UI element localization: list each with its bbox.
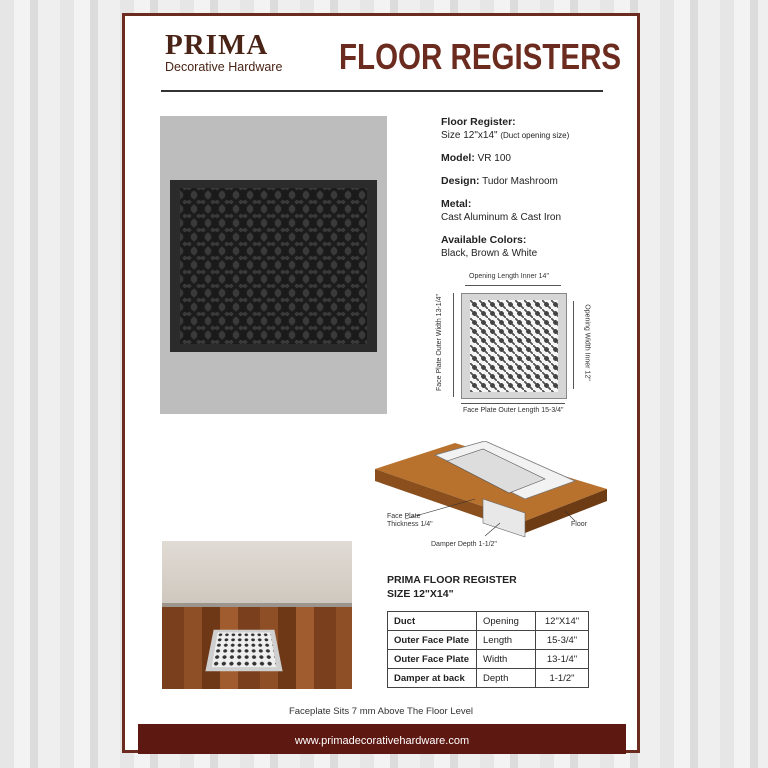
table-row bbox=[388, 669, 589, 688]
opening-width-arrow bbox=[573, 301, 574, 389]
spec-design-label: Design: bbox=[441, 175, 480, 187]
opening-length-arrow bbox=[465, 285, 561, 286]
product-photo bbox=[160, 116, 387, 414]
spec-design bbox=[441, 175, 641, 188]
register-drawing-pattern bbox=[470, 300, 558, 392]
brand-logo bbox=[165, 30, 282, 74]
title-divider bbox=[161, 90, 603, 92]
dimension-table bbox=[387, 611, 589, 688]
page-title: FLOOR REGISTERS bbox=[339, 36, 622, 77]
spec-list bbox=[441, 116, 641, 270]
spec-model bbox=[441, 152, 641, 165]
face-plate-width-arrow bbox=[453, 293, 454, 397]
table-cell: 12"X14" bbox=[536, 612, 589, 631]
installed-vent-pattern bbox=[212, 632, 276, 667]
table-cell: 13-1/4" bbox=[536, 650, 589, 669]
spec-colors-value: Black, Brown & White bbox=[441, 248, 538, 259]
table-title-line1: PRIMA FLOOR REGISTER bbox=[387, 574, 517, 586]
black-register-image bbox=[170, 180, 377, 352]
spec-colors bbox=[441, 234, 641, 260]
room-wall bbox=[162, 541, 352, 603]
table-row bbox=[388, 650, 589, 669]
opening-length-label: Opening Length Inner 14" bbox=[469, 273, 549, 280]
floor-section-diagram bbox=[375, 441, 610, 561]
spec-size bbox=[441, 116, 641, 142]
face-plate-thickness-label: Face Plate Thickness 1/4" bbox=[387, 513, 433, 528]
table-title bbox=[387, 573, 517, 601]
table-row bbox=[388, 612, 589, 631]
spec-metal bbox=[441, 198, 641, 224]
table-cell: 15-3/4" bbox=[536, 631, 589, 650]
brand-tagline: Decorative Hardware bbox=[165, 60, 283, 74]
table-cell: Outer Face Plate bbox=[388, 650, 477, 669]
installed-vent bbox=[205, 630, 282, 672]
caption: Faceplate Sits 7 mm Above The Floor Level bbox=[288, 706, 474, 717]
table-cell: Opening bbox=[477, 612, 536, 631]
brand-name: PRIMA bbox=[165, 29, 269, 61]
spec-model-label: Model: bbox=[441, 152, 475, 164]
table-title-line2: SIZE 12"X14" bbox=[387, 588, 454, 600]
flyer-frame bbox=[122, 13, 640, 753]
table-cell: 1-1/2" bbox=[536, 669, 589, 688]
table-cell: Duct bbox=[388, 612, 477, 631]
floor-label: Floor bbox=[571, 521, 587, 528]
table-cell: Width bbox=[477, 650, 536, 669]
face-plate-width-label: Face Plate Outer Width 13-1/4" bbox=[436, 293, 444, 392]
damper-depth-label: Damper Depth 1-1/2" bbox=[431, 541, 497, 548]
footer-bar bbox=[138, 724, 626, 754]
spec-size-value: Size 12"x14" bbox=[441, 130, 498, 141]
spec-design-value: Tudor Mashroom bbox=[482, 176, 558, 187]
face-plate-length-arrow bbox=[461, 403, 565, 404]
installed-register-photo bbox=[162, 541, 352, 689]
spec-metal-value: Cast Aluminum & Cast Iron bbox=[441, 212, 562, 223]
opening-width-label: Opening Width Inner 12" bbox=[583, 304, 591, 381]
table-cell: Depth bbox=[477, 669, 536, 688]
footer-url[interactable]: www.primadecorativehardware.com bbox=[294, 735, 470, 747]
spec-colors-label: Available Colors: bbox=[441, 234, 527, 246]
spec-size-note: (Duct opening size) bbox=[500, 131, 570, 140]
grille-pattern bbox=[180, 188, 367, 344]
spec-metal-label: Metal: bbox=[441, 198, 472, 210]
table-cell: Outer Face Plate bbox=[388, 631, 477, 650]
face-plate-length-label: Face Plate Outer Length 15-3/4" bbox=[463, 407, 564, 414]
spec-size-label: Floor Register: bbox=[441, 116, 516, 128]
register-drawing bbox=[461, 293, 567, 399]
dimension-diagram bbox=[413, 261, 603, 426]
table-cell: Length bbox=[477, 631, 536, 650]
table-cell: Damper at back bbox=[388, 669, 477, 688]
table-row bbox=[388, 631, 589, 650]
spec-model-value: VR 100 bbox=[477, 153, 511, 164]
